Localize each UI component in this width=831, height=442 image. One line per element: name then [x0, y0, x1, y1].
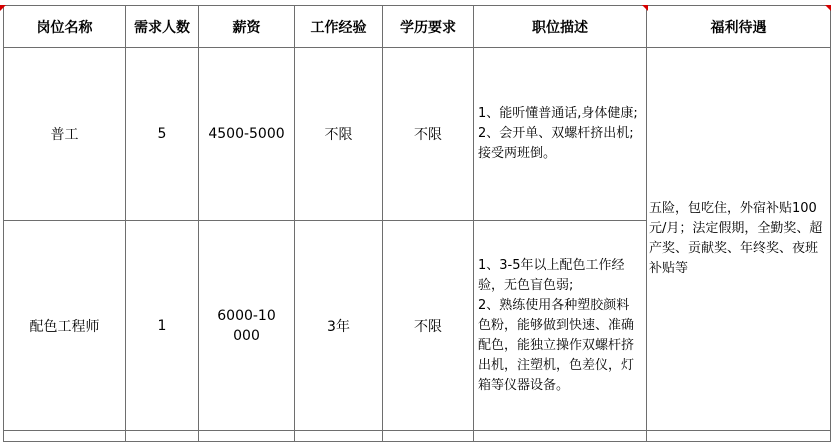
header-experience[interactable]: 工作经验	[295, 6, 383, 48]
salary-text: 6000-10000	[217, 307, 276, 344]
header-education[interactable]: 学历要求	[383, 6, 474, 48]
cell-empty[interactable]	[199, 431, 295, 442]
comment-marker-icon[interactable]	[642, 5, 648, 11]
cell-education[interactable]: 不限	[383, 48, 474, 221]
cell-headcount[interactable]: 1	[126, 221, 199, 431]
header-row	[4, 6, 831, 48]
cell-salary[interactable]	[199, 221, 295, 431]
cell-benefits[interactable]	[647, 48, 831, 431]
header-job-title[interactable]: 岗位名称	[4, 6, 126, 48]
cell-job-title[interactable]: 普工	[4, 48, 126, 221]
benefits-text: 五险，包吃住，外宿补贴100元/月；法定假期，全勤奖、超产奖、贡献奖、年终奖、夜班补贴等	[649, 201, 823, 276]
cell-empty[interactable]	[383, 431, 474, 442]
cell-empty[interactable]	[474, 431, 647, 442]
cell-empty[interactable]	[126, 431, 199, 442]
cell-experience[interactable]: 3年	[295, 221, 383, 431]
header-description[interactable]: 职位描述	[474, 6, 647, 48]
table-row	[4, 48, 831, 221]
cell-empty[interactable]	[4, 431, 126, 442]
cell-description[interactable]	[474, 48, 647, 221]
cell-salary[interactable]: 4500-5000	[199, 48, 295, 221]
job-table	[3, 5, 831, 442]
cell-description[interactable]	[474, 221, 647, 431]
cell-empty[interactable]	[295, 431, 383, 442]
cell-experience[interactable]: 不限	[295, 48, 383, 221]
header-benefits[interactable]: 福利待遇	[647, 6, 831, 48]
description-text: 1、能听懂普通话,身体健康; 2、会开单、双螺杆挤出机; 接受两班倒。	[478, 106, 638, 161]
cell-empty[interactable]	[647, 431, 831, 442]
cell-job-title[interactable]: 配色工程师	[4, 221, 126, 431]
cell-headcount[interactable]: 5	[126, 48, 199, 221]
description-text: 1、3-5年以上配色工作经验，无色盲色弱; 2、熟练使用各种塑胶颜料色粉，能够做到快速、准确配色，能独立操作双螺杆挤出机，注塑机，色差仪，灯箱等仪器设备。	[478, 257, 635, 393]
cell-education[interactable]: 不限	[383, 221, 474, 431]
table-row	[4, 431, 831, 442]
comment-marker-icon[interactable]	[0, 5, 6, 11]
header-headcount[interactable]: 需求人数	[126, 6, 199, 48]
header-salary[interactable]: 薪资	[199, 6, 295, 48]
comment-marker-icon[interactable]	[825, 5, 831, 11]
